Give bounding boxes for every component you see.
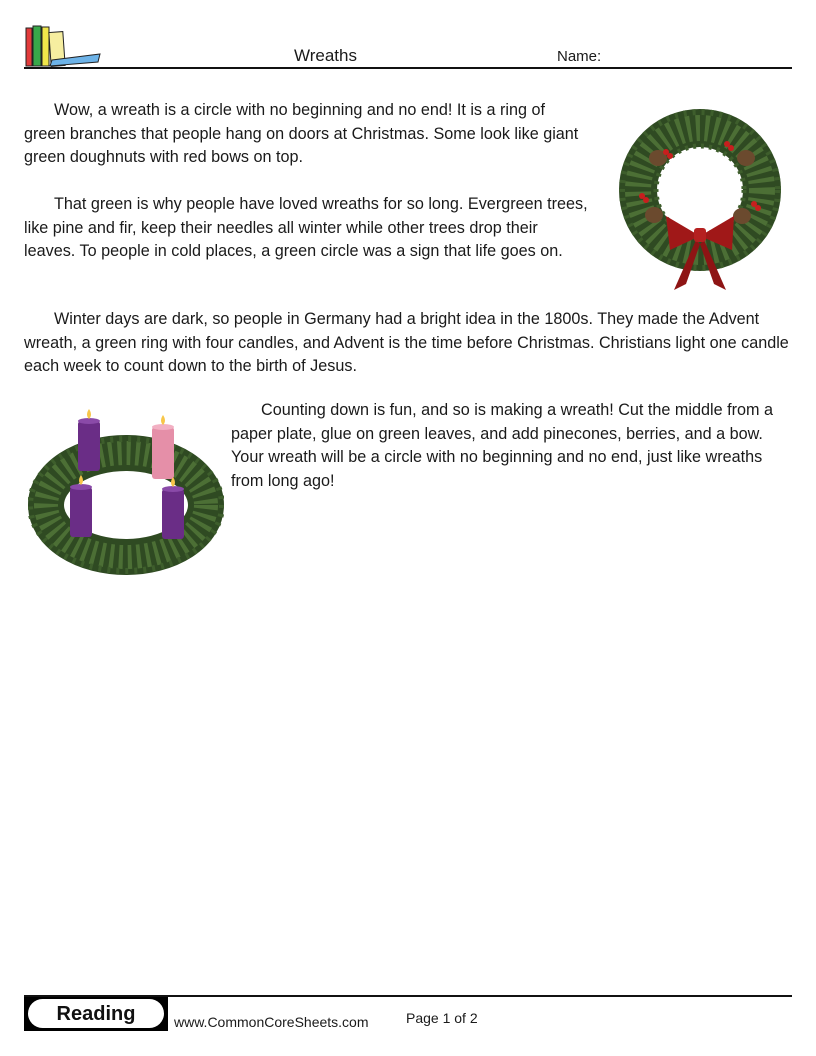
header-divider xyxy=(24,67,792,69)
paragraph-4: Counting down is fun, and so is making a wreath! Cut the middle from a paper plate, glue on green leaves, and add pinecones, berries, and a bow. Your wreath will be a circle with no beginning and no end, just like wreaths from long ago! xyxy=(231,401,773,490)
paragraph-2: That green is why people have loved wreaths for so long. Evergreen trees, like pine and fir, keep their needles all winter while other trees drop their leaves. To people in cold places, a green circle was a sign that life goes on. xyxy=(24,195,588,260)
worksheet-title: Wreaths xyxy=(294,46,357,65)
books-logo-icon xyxy=(24,24,104,68)
page-number: Page 1 of 2 xyxy=(406,1010,478,1026)
name-label: Name: xyxy=(557,48,602,65)
paragraph-1: Wow, a wreath is a circle with no beginning and no end! It is a ring of green branches that people hang on doors at Christmas. Some look like giant green doughnuts with red bows on top. xyxy=(24,101,579,166)
subject-badge xyxy=(24,997,168,1031)
paragraph-3: Winter days are dark, so people in Germany had a bright idea in the 1800s. They made the Advent wreath, a green ring with four candles, and Advent is the time before Christmas. Christians light one candle each week to count down to the birth of Jesus. xyxy=(24,310,789,375)
advent-wreath-image xyxy=(28,405,224,591)
subject-badge-label: Reading xyxy=(28,999,164,1028)
worksheet-header xyxy=(24,22,792,70)
christmas-wreath-image xyxy=(614,108,786,298)
website-url: www.CommonCoreSheets.com xyxy=(174,1014,369,1030)
